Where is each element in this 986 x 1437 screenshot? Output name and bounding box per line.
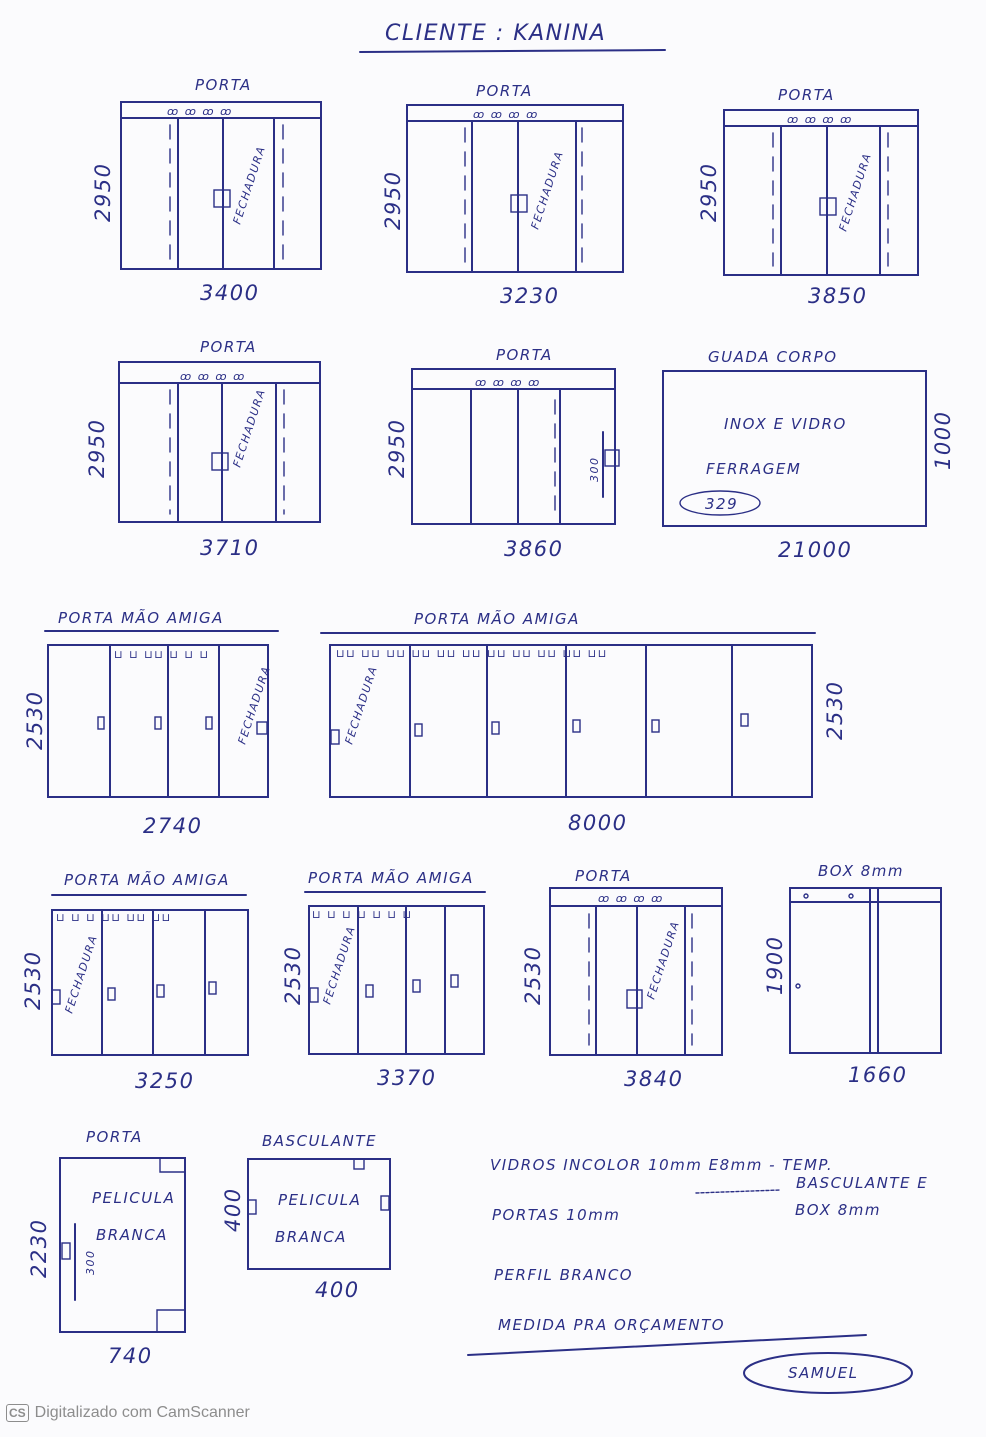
drawing-width: 3250 [135,1069,195,1093]
svg-text:⊔ ⊔ ⊔ ⊔ ⊔ ⊔ ⊔: ⊔ ⊔ ⊔ ⊔ ⊔ ⊔ ⊔ [312,908,413,921]
note-basculante: BASCULANTE E [796,1174,929,1192]
drawing-width: 3850 [808,284,868,308]
drawing-height: 2530 [21,950,45,1010]
drawing-width: 21000 [778,538,853,562]
handle-icon [605,450,619,466]
drawing-label: PORTA [496,346,553,364]
drawing-width: 1660 [848,1063,908,1087]
svg-text:ꝏ ꝏ ꝏ ꝏ: ꝏ ꝏ ꝏ ꝏ [473,108,539,121]
watermark-text: Digitalizado com CamScanner [34,1404,250,1421]
drawing-door-4 [85,338,320,560]
drawing-height: 2950 [697,162,721,222]
drawing-door-5 [385,346,619,561]
drawing-label: PORTA [86,1128,143,1146]
lock-icon [627,990,642,1008]
drawing-label: PORTA [575,867,632,885]
drawing-label: PORTA MÃO AMIGA [64,871,230,889]
drawing-height: 1000 [931,410,955,470]
drawing-height: 2950 [91,162,115,222]
drawing-note: FECHADURA [836,150,875,233]
signature: SAMUEL [788,1364,859,1382]
drawing-label: BOX 8mm [818,862,905,880]
film-color: BRANCA [96,1226,168,1244]
drawing-width: 2740 [143,814,203,838]
drawing-width: 8000 [568,811,628,835]
note-purpose: MEDIDA PRA ORÇAMENTO [498,1316,726,1334]
notes-block [468,1156,928,1393]
lock-icon [257,722,267,734]
drawing-door-8 [321,609,847,835]
drawing-note: FECHADURA [230,143,269,226]
drawing-note: 300 [588,456,601,482]
drawing-width: 3400 [200,281,260,305]
drawing-door-1 [91,76,321,305]
drawing-width: 3840 [624,1067,684,1091]
drawing-width: 3860 [504,537,564,561]
drawing-door-9 [21,870,248,1093]
scanner-watermark [6,1404,250,1422]
notes-underline [468,1335,866,1355]
drawing-box [763,862,941,1087]
film-color: BRANCA [275,1228,347,1246]
drawing-label: PORTA [476,82,533,100]
svg-text:ꝏ ꝏ ꝏ ꝏ: ꝏ ꝏ ꝏ ꝏ [787,113,853,126]
film-label: PELICULA [92,1189,176,1207]
drawing-label: BASCULANTE [262,1132,378,1150]
drawing-note: FECHADURA [644,918,683,1001]
drawing-basculante [221,1132,390,1302]
svg-text:⊔⊔ ⊔⊔ ⊔⊔ ⊔⊔ ⊔⊔ ⊔⊔ ⊔⊔ ⊔⊔ ⊔⊔: ⊔⊔ ⊔⊔ ⊔⊔ ⊔⊔ ⊔⊔ ⊔⊔ ⊔⊔ ⊔⊔ ⊔⊔ ⊔⊔ ⊔⊔ [336,647,608,660]
drawing-label: PORTA [195,76,252,94]
title-underline [360,50,665,52]
drawing-height: 400 [221,1187,245,1232]
lock-icon [331,730,339,744]
drawing-height: 2530 [281,945,305,1005]
drawing-width: 3230 [500,284,560,308]
drawing-height: 2950 [85,418,109,478]
svg-text:⊔ ⊔ ⊔⊔ ⊔ ⊔ ⊔: ⊔ ⊔ ⊔⊔ ⊔ ⊔ ⊔ [114,648,210,661]
svg-text:⊔ ⊔ ⊔ ⊔⊔ ⊔⊔ ⊔⊔: ⊔ ⊔ ⊔ ⊔⊔ ⊔⊔ ⊔⊔ [56,911,172,924]
drawing-label: PORTA MÃO AMIGA [58,609,224,627]
railing-code: 329 [705,495,739,513]
drawing-small-door [27,1128,185,1368]
lock-icon [310,988,318,1002]
drawing-width: 740 [108,1344,153,1368]
film-label: PELICULA [278,1191,362,1209]
note-doors: PORTAS 10mm [492,1206,621,1224]
handle-icon [62,1243,70,1259]
drawing-height: 2530 [23,690,47,750]
drawing-note: FECHADURA [320,923,359,1006]
page-title: CLIENTE : KANINA [385,21,607,46]
railing-hardware: FERRAGEM [706,460,802,478]
lock-icon [212,453,228,470]
svg-text:ꝏ ꝏ ꝏ ꝏ: ꝏ ꝏ ꝏ ꝏ [167,105,233,118]
drawing-note: FECHADURA [342,663,381,746]
drawing-width: 3710 [200,536,260,560]
svg-text:ꝏ ꝏ ꝏ ꝏ: ꝏ ꝏ ꝏ ꝏ [180,370,246,383]
drawing-door-7 [23,608,278,838]
drawing-label: PORTA MÃO AMIGA [414,610,580,628]
drawing-height: 2950 [385,418,409,478]
drawing-label: PORTA [778,86,835,104]
railing-material: INOX E VIDRO [724,415,847,433]
drawing-note: FECHADURA [62,932,101,1015]
drawing-label: PORTA MÃO AMIGA [308,869,474,887]
drawing-door-2 [381,82,623,308]
lock-icon [52,990,60,1004]
drawing-label: GUADA CORPO [708,348,838,366]
drawing-note: FECHADURA [230,386,269,469]
svg-text:ꝏ ꝏ ꝏ ꝏ: ꝏ ꝏ ꝏ ꝏ [598,892,664,905]
svg-text:ꝏ ꝏ ꝏ ꝏ: ꝏ ꝏ ꝏ ꝏ [475,376,541,389]
note-profile: PERFIL BRANCO [494,1266,634,1284]
note-box: BOX 8mm [795,1201,882,1219]
drawing-door-3 [697,86,918,308]
camscanner-logo: CS [6,1404,29,1422]
drawing-height: 2230 [27,1218,51,1278]
drawing-note: FECHADURA [528,148,567,231]
drawing-width: 3370 [377,1066,437,1090]
drawing-note: FECHADURA [235,663,274,746]
drawing-railing [663,348,955,562]
note-glass: VIDROS INCOLOR 10mm E8mm - TEMP. [490,1156,834,1174]
drawing-height: 1900 [763,935,787,995]
drawing-door-11 [521,867,722,1091]
drawing-label: PORTA [200,338,257,356]
drawing-height: 2950 [381,170,405,230]
drawing-height: 2530 [521,945,545,1005]
drawing-height: 2530 [823,680,847,740]
drawing-width: 400 [315,1278,360,1302]
drawing-door-10 [281,868,485,1090]
drawing-note: 300 [84,1249,97,1275]
